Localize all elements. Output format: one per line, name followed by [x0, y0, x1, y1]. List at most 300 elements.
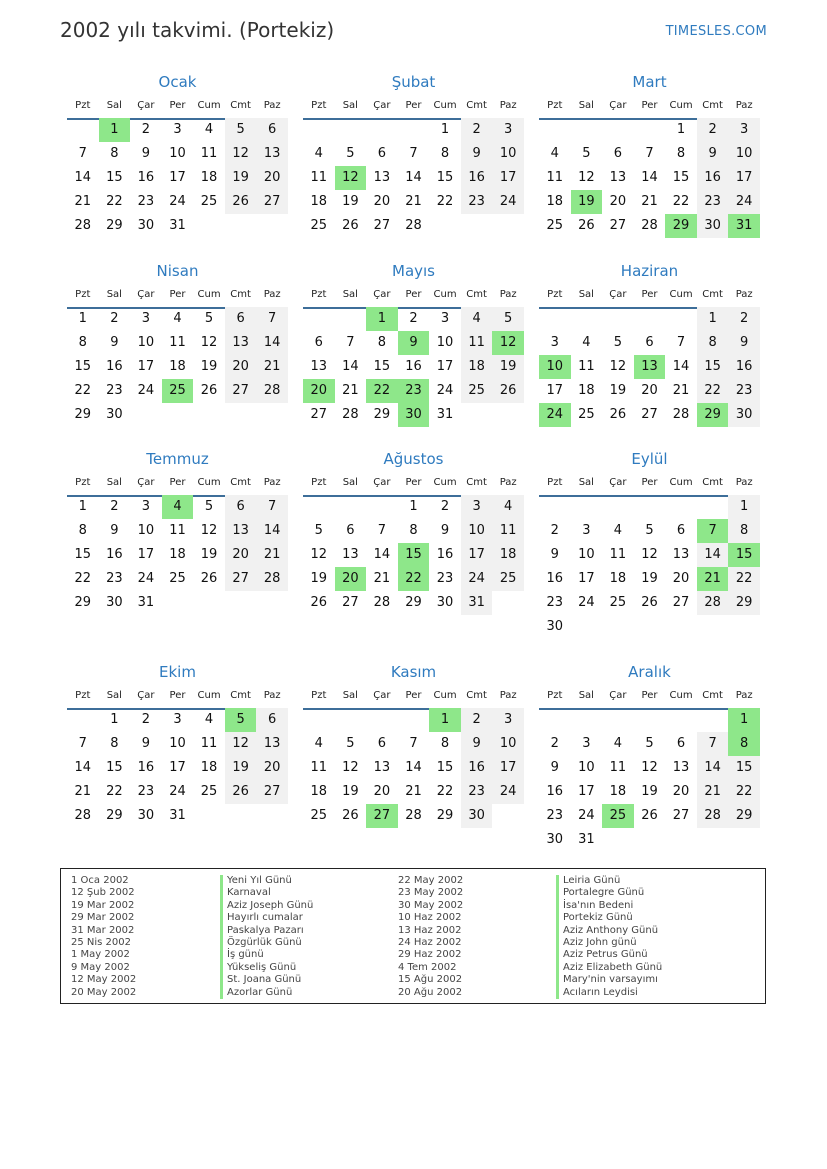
day-cell[interactable]: 3	[582, 736, 591, 751]
day-cell[interactable]: 18	[461, 355, 493, 379]
day-cell[interactable]: 24	[492, 190, 524, 214]
holiday-day-cell[interactable]: 5	[225, 708, 257, 732]
day-cell[interactable]: 9	[110, 335, 119, 350]
day-cell[interactable]: 20	[256, 756, 288, 780]
day-cell[interactable]: 14	[697, 543, 729, 567]
day-cell[interactable]: 20	[256, 166, 288, 190]
day-cell[interactable]: 18	[310, 784, 328, 799]
day-cell[interactable]: 15	[106, 760, 123, 775]
day-cell[interactable]: 2	[409, 311, 418, 326]
day-cell[interactable]: 12	[200, 523, 218, 538]
day-cell[interactable]: 20	[672, 571, 690, 586]
day-cell[interactable]: 28	[74, 218, 92, 233]
day-cell[interactable]: 30	[546, 832, 564, 847]
day-cell[interactable]: 21	[641, 194, 658, 209]
holiday-day-cell[interactable]: 13	[634, 355, 666, 379]
day-cell[interactable]: 24	[728, 190, 760, 214]
day-cell[interactable]: 24	[578, 808, 595, 823]
day-cell[interactable]: 26	[641, 595, 658, 610]
day-cell[interactable]: 7	[256, 495, 288, 519]
day-cell[interactable]: 30	[546, 619, 564, 634]
day-cell[interactable]: 1	[728, 495, 760, 519]
day-cell[interactable]: 17	[578, 571, 595, 586]
day-cell[interactable]: 9	[728, 331, 760, 355]
day-cell[interactable]: 14	[641, 170, 658, 185]
day-cell[interactable]: 1	[676, 122, 686, 137]
day-cell[interactable]: 30	[106, 595, 123, 610]
day-cell[interactable]: 28	[342, 407, 359, 422]
day-cell[interactable]: 19	[310, 571, 328, 586]
day-cell[interactable]: 16	[436, 547, 454, 562]
day-cell[interactable]: 27	[672, 595, 690, 610]
day-cell[interactable]: 23	[106, 571, 123, 586]
day-cell[interactable]: 16	[461, 166, 493, 190]
day-cell[interactable]: 28	[641, 218, 658, 233]
day-cell[interactable]: 24	[169, 784, 186, 799]
day-cell[interactable]: 2	[461, 708, 493, 732]
day-cell[interactable]: 24	[492, 780, 524, 804]
day-cell[interactable]: 27	[256, 780, 288, 804]
day-cell[interactable]: 8	[110, 736, 119, 751]
holiday-day-cell[interactable]: 20	[303, 379, 335, 403]
day-cell[interactable]: 14	[373, 547, 391, 562]
day-cell[interactable]: 11	[310, 760, 328, 775]
day-cell[interactable]: 11	[200, 146, 218, 161]
day-cell[interactable]: 29	[373, 407, 391, 422]
day-cell[interactable]: 28	[256, 567, 288, 591]
day-cell[interactable]: 5	[346, 736, 355, 751]
day-cell[interactable]: 27	[225, 567, 257, 591]
day-cell[interactable]: 19	[200, 359, 218, 374]
holiday-day-cell[interactable]: 9	[398, 331, 430, 355]
day-cell[interactable]: 27	[373, 218, 391, 233]
day-cell[interactable]: 11	[546, 170, 564, 185]
day-cell[interactable]: 26	[578, 218, 595, 233]
day-cell[interactable]: 20	[609, 194, 627, 209]
day-cell[interactable]: 22	[436, 784, 454, 799]
day-cell[interactable]: 13	[225, 519, 257, 543]
day-cell[interactable]: 7	[676, 335, 686, 350]
day-cell[interactable]: 20	[225, 543, 257, 567]
day-cell[interactable]: 12	[609, 359, 627, 374]
day-cell[interactable]: 6	[314, 335, 323, 350]
day-cell[interactable]: 30	[697, 214, 729, 238]
day-cell[interactable]: 18	[310, 194, 328, 209]
day-cell[interactable]: 23	[546, 595, 564, 610]
day-cell[interactable]: 2	[697, 118, 729, 142]
day-cell[interactable]: 25	[200, 194, 218, 209]
day-cell[interactable]: 23	[137, 784, 155, 799]
day-cell[interactable]: 26	[200, 383, 218, 398]
day-cell[interactable]: 18	[200, 760, 218, 775]
day-cell[interactable]: 13	[342, 547, 359, 562]
day-cell[interactable]: 16	[697, 166, 729, 190]
day-cell[interactable]: 15	[728, 756, 760, 780]
day-cell[interactable]: 27	[641, 407, 658, 422]
day-cell[interactable]: 19	[641, 571, 658, 586]
day-cell[interactable]: 28	[74, 808, 92, 823]
day-cell[interactable]: 10	[578, 547, 595, 562]
day-cell[interactable]: 17	[728, 166, 760, 190]
day-cell[interactable]: 31	[137, 595, 155, 610]
day-cell[interactable]: 31	[169, 218, 186, 233]
day-cell[interactable]: 16	[728, 355, 760, 379]
day-cell[interactable]: 22	[74, 571, 92, 586]
day-cell[interactable]: 19	[492, 355, 524, 379]
day-cell[interactable]: 9	[697, 142, 729, 166]
day-cell[interactable]: 4	[173, 311, 182, 326]
day-cell[interactable]: 25	[200, 784, 218, 799]
holiday-day-cell[interactable]: 22	[366, 379, 398, 403]
day-cell[interactable]: 29	[106, 808, 123, 823]
day-cell[interactable]: 31	[436, 407, 454, 422]
day-cell[interactable]: 3	[492, 118, 524, 142]
day-cell[interactable]: 8	[377, 335, 387, 350]
day-cell[interactable]: 25	[546, 218, 564, 233]
day-cell[interactable]: 2	[141, 712, 151, 727]
day-cell[interactable]: 12	[641, 760, 658, 775]
day-cell[interactable]: 4	[550, 146, 559, 161]
day-cell[interactable]: 22	[436, 194, 454, 209]
brand-logo-text[interactable]: TIMESLES.COM	[665, 24, 767, 39]
day-cell[interactable]: 9	[110, 523, 119, 538]
day-cell[interactable]: 18	[609, 571, 627, 586]
day-cell[interactable]: 19	[225, 166, 257, 190]
day-cell[interactable]: 22	[728, 780, 760, 804]
day-cell[interactable]: 28	[405, 218, 422, 233]
day-cell[interactable]: 14	[256, 519, 288, 543]
day-cell[interactable]: 22	[728, 567, 760, 591]
day-cell[interactable]: 8	[409, 523, 418, 538]
day-cell[interactable]: 6	[225, 495, 257, 519]
day-cell[interactable]: 7	[346, 335, 355, 350]
day-cell[interactable]: 14	[405, 170, 422, 185]
day-cell[interactable]: 14	[405, 760, 422, 775]
day-cell[interactable]: 2	[110, 499, 119, 514]
day-cell[interactable]: 9	[461, 732, 493, 756]
holiday-day-cell[interactable]: 29	[697, 403, 729, 427]
day-cell[interactable]: 18	[200, 170, 218, 185]
day-cell[interactable]: 6	[613, 146, 623, 161]
day-cell[interactable]: 22	[697, 379, 729, 403]
day-cell[interactable]: 5	[204, 311, 214, 326]
day-cell[interactable]: 7	[377, 523, 387, 538]
day-cell[interactable]: 9	[141, 736, 151, 751]
day-cell[interactable]: 5	[225, 118, 257, 142]
day-cell[interactable]: 19	[225, 756, 257, 780]
day-cell[interactable]: 29	[74, 407, 92, 422]
day-cell[interactable]: 7	[645, 146, 654, 161]
day-cell[interactable]: 7	[697, 732, 729, 756]
day-cell[interactable]: 16	[106, 547, 123, 562]
day-cell[interactable]: 10	[461, 519, 493, 543]
day-cell[interactable]: 14	[672, 359, 690, 374]
day-cell[interactable]: 4	[461, 307, 493, 331]
day-cell[interactable]: 27	[310, 407, 328, 422]
day-cell[interactable]: 8	[440, 146, 450, 161]
day-cell[interactable]: 12	[578, 170, 595, 185]
day-cell[interactable]: 20	[672, 784, 690, 799]
holiday-day-cell[interactable]: 15	[398, 543, 430, 567]
holiday-day-cell[interactable]: 25	[162, 379, 194, 403]
day-cell[interactable]: 17	[137, 359, 155, 374]
day-cell[interactable]: 19	[342, 194, 359, 209]
day-cell[interactable]: 22	[74, 383, 92, 398]
day-cell[interactable]: 7	[78, 736, 87, 751]
day-cell[interactable]: 4	[492, 495, 524, 519]
day-cell[interactable]: 8	[440, 736, 450, 751]
day-cell[interactable]: 12	[310, 547, 328, 562]
day-cell[interactable]: 17	[546, 383, 564, 398]
day-cell[interactable]: 18	[578, 383, 595, 398]
day-cell[interactable]: 15	[373, 359, 391, 374]
day-cell[interactable]: 10	[137, 523, 155, 538]
day-cell[interactable]: 27	[225, 379, 257, 403]
day-cell[interactable]: 11	[461, 331, 493, 355]
day-cell[interactable]: 17	[137, 547, 155, 562]
day-cell[interactable]: 20	[373, 784, 391, 799]
holiday-day-cell[interactable]: 24	[539, 403, 571, 427]
day-cell[interactable]: 2	[461, 118, 493, 142]
day-cell[interactable]: 31	[461, 591, 493, 615]
day-cell[interactable]: 3	[492, 708, 524, 732]
day-cell[interactable]: 14	[74, 170, 92, 185]
day-cell[interactable]: 5	[582, 146, 591, 161]
day-cell[interactable]: 1	[78, 499, 87, 514]
day-cell[interactable]: 25	[578, 407, 595, 422]
day-cell[interactable]: 12	[225, 732, 257, 756]
day-cell[interactable]: 29	[728, 591, 760, 615]
day-cell[interactable]: 25	[492, 567, 524, 591]
day-cell[interactable]: 18	[546, 194, 564, 209]
day-cell[interactable]: 5	[645, 523, 654, 538]
day-cell[interactable]: 26	[225, 780, 257, 804]
day-cell[interactable]: 4	[314, 146, 323, 161]
day-cell[interactable]: 13	[373, 760, 391, 775]
day-cell[interactable]: 7	[409, 736, 418, 751]
day-cell[interactable]: 31	[169, 808, 186, 823]
day-cell[interactable]: 18	[169, 547, 186, 562]
day-cell[interactable]: 17	[436, 359, 454, 374]
holiday-day-cell[interactable]: 23	[398, 379, 430, 403]
day-cell[interactable]: 12	[225, 142, 257, 166]
day-cell[interactable]: 30	[461, 804, 493, 828]
day-cell[interactable]: 21	[405, 784, 422, 799]
holiday-day-cell[interactable]: 10	[539, 355, 571, 379]
day-cell[interactable]: 2	[440, 499, 450, 514]
day-cell[interactable]: 19	[609, 383, 627, 398]
day-cell[interactable]: 22	[106, 784, 123, 799]
day-cell[interactable]: 25	[310, 808, 328, 823]
day-cell[interactable]: 26	[225, 190, 257, 214]
holiday-day-cell[interactable]: 27	[366, 804, 398, 828]
day-cell[interactable]: 26	[310, 595, 328, 610]
day-cell[interactable]: 11	[169, 523, 186, 538]
day-cell[interactable]: 6	[645, 335, 654, 350]
day-cell[interactable]: 4	[204, 712, 214, 727]
day-cell[interactable]: 11	[609, 547, 627, 562]
day-cell[interactable]: 2	[550, 523, 559, 538]
day-cell[interactable]: 9	[550, 760, 559, 775]
day-cell[interactable]: 23	[461, 780, 493, 804]
day-cell[interactable]: 24	[436, 383, 454, 398]
day-cell[interactable]: 26	[609, 407, 627, 422]
day-cell[interactable]: 14	[697, 756, 729, 780]
day-cell[interactable]: 11	[200, 736, 218, 751]
day-cell[interactable]: 15	[74, 547, 92, 562]
day-cell[interactable]: 6	[225, 307, 257, 331]
day-cell[interactable]: 31	[578, 832, 595, 847]
day-cell[interactable]: 2	[550, 736, 559, 751]
day-cell[interactable]: 2	[728, 307, 760, 331]
day-cell[interactable]: 17	[169, 760, 186, 775]
day-cell[interactable]: 17	[169, 170, 186, 185]
day-cell[interactable]: 5	[613, 335, 623, 350]
day-cell[interactable]: 29	[74, 595, 92, 610]
day-cell[interactable]: 6	[676, 736, 686, 751]
day-cell[interactable]: 10	[578, 760, 595, 775]
day-cell[interactable]: 13	[256, 142, 288, 166]
day-cell[interactable]: 13	[672, 547, 690, 562]
day-cell[interactable]: 7	[78, 146, 87, 161]
day-cell[interactable]: 13	[310, 359, 328, 374]
day-cell[interactable]: 29	[728, 804, 760, 828]
day-cell[interactable]: 19	[200, 547, 218, 562]
day-cell[interactable]: 3	[582, 523, 591, 538]
day-cell[interactable]: 5	[346, 146, 355, 161]
day-cell[interactable]: 23	[436, 571, 454, 586]
day-cell[interactable]: 1	[78, 311, 87, 326]
day-cell[interactable]: 30	[137, 808, 155, 823]
day-cell[interactable]: 21	[74, 194, 92, 209]
day-cell[interactable]: 8	[110, 146, 119, 161]
day-cell[interactable]: 1	[440, 122, 450, 137]
day-cell[interactable]: 8	[728, 519, 760, 543]
day-cell[interactable]: 10	[492, 142, 524, 166]
day-cell[interactable]: 13	[256, 732, 288, 756]
holiday-day-cell[interactable]: 12	[492, 331, 524, 355]
day-cell[interactable]: 23	[106, 383, 123, 398]
day-cell[interactable]: 16	[405, 359, 422, 374]
day-cell[interactable]: 8	[697, 331, 729, 355]
day-cell[interactable]: 10	[169, 146, 186, 161]
holiday-day-cell[interactable]: 30	[398, 403, 430, 427]
day-cell[interactable]: 9	[550, 547, 559, 562]
day-cell[interactable]: 25	[461, 379, 493, 403]
day-cell[interactable]: 3	[461, 495, 493, 519]
day-cell[interactable]: 21	[373, 571, 391, 586]
day-cell[interactable]: 29	[436, 808, 454, 823]
day-cell[interactable]: 16	[461, 756, 493, 780]
day-cell[interactable]: 25	[310, 218, 328, 233]
holiday-day-cell[interactable]: 1	[366, 307, 398, 331]
holiday-day-cell[interactable]: 15	[728, 543, 760, 567]
day-cell[interactable]: 19	[641, 784, 658, 799]
day-cell[interactable]: 11	[609, 760, 627, 775]
day-cell[interactable]: 24	[169, 194, 186, 209]
day-cell[interactable]: 23	[697, 190, 729, 214]
day-cell[interactable]: 10	[492, 732, 524, 756]
day-cell[interactable]: 25	[609, 595, 627, 610]
day-cell[interactable]: 30	[728, 403, 760, 427]
day-cell[interactable]: 15	[436, 760, 454, 775]
day-cell[interactable]: 6	[377, 146, 387, 161]
day-cell[interactable]: 16	[546, 571, 564, 586]
day-cell[interactable]: 11	[169, 335, 186, 350]
day-cell[interactable]: 4	[613, 523, 623, 538]
day-cell[interactable]: 28	[697, 804, 729, 828]
day-cell[interactable]: 28	[697, 591, 729, 615]
day-cell[interactable]: 14	[342, 359, 359, 374]
day-cell[interactable]: 30	[106, 407, 123, 422]
day-cell[interactable]: 3	[440, 311, 450, 326]
day-cell[interactable]: 18	[169, 359, 186, 374]
day-cell[interactable]: 21	[256, 543, 288, 567]
day-cell[interactable]: 13	[609, 170, 627, 185]
day-cell[interactable]: 4	[582, 335, 591, 350]
day-cell[interactable]: 8	[78, 523, 87, 538]
day-cell[interactable]: 29	[405, 595, 422, 610]
day-cell[interactable]: 5	[492, 307, 524, 331]
day-cell[interactable]: 12	[200, 335, 218, 350]
day-cell[interactable]: 3	[173, 712, 182, 727]
day-cell[interactable]: 30	[137, 218, 155, 233]
day-cell[interactable]: 3	[550, 335, 559, 350]
day-cell[interactable]: 10	[169, 736, 186, 751]
day-cell[interactable]: 12	[641, 547, 658, 562]
holiday-day-cell[interactable]: 7	[697, 519, 729, 543]
holiday-day-cell[interactable]: 1	[728, 708, 760, 732]
day-cell[interactable]: 1	[110, 712, 119, 727]
holiday-day-cell[interactable]: 1	[429, 708, 461, 732]
day-cell[interactable]: 16	[106, 359, 123, 374]
day-cell[interactable]: 14	[256, 331, 288, 355]
day-cell[interactable]: 16	[137, 760, 155, 775]
day-cell[interactable]: 5	[204, 499, 214, 514]
day-cell[interactable]: 5	[645, 736, 654, 751]
day-cell[interactable]: 11	[578, 359, 595, 374]
day-cell[interactable]: 15	[106, 170, 123, 185]
day-cell[interactable]: 1	[697, 307, 729, 331]
day-cell[interactable]: 15	[436, 170, 454, 185]
day-cell[interactable]: 21	[697, 780, 729, 804]
day-cell[interactable]: 11	[310, 170, 328, 185]
day-cell[interactable]: 14	[74, 760, 92, 775]
day-cell[interactable]: 12	[342, 760, 359, 775]
day-cell[interactable]: 10	[728, 142, 760, 166]
day-cell[interactable]: 21	[342, 383, 359, 398]
day-cell[interactable]: 10	[436, 335, 454, 350]
day-cell[interactable]: 7	[256, 307, 288, 331]
day-cell[interactable]: 3	[728, 118, 760, 142]
day-cell[interactable]: 28	[672, 407, 690, 422]
day-cell[interactable]: 13	[225, 331, 257, 355]
holiday-day-cell[interactable]: 25	[602, 804, 634, 828]
holiday-day-cell[interactable]: 20	[335, 567, 367, 591]
day-cell[interactable]: 15	[672, 170, 690, 185]
day-cell[interactable]: 20	[641, 383, 658, 398]
day-cell[interactable]: 21	[74, 784, 92, 799]
day-cell[interactable]: 9	[141, 146, 151, 161]
holiday-day-cell[interactable]: 19	[571, 190, 603, 214]
day-cell[interactable]: 11	[492, 519, 524, 543]
day-cell[interactable]: 20	[225, 355, 257, 379]
day-cell[interactable]: 24	[461, 567, 493, 591]
day-cell[interactable]: 22	[106, 194, 123, 209]
day-cell[interactable]: 8	[78, 335, 87, 350]
holiday-day-cell[interactable]: 8	[728, 732, 760, 756]
day-cell[interactable]: 10	[137, 335, 155, 350]
